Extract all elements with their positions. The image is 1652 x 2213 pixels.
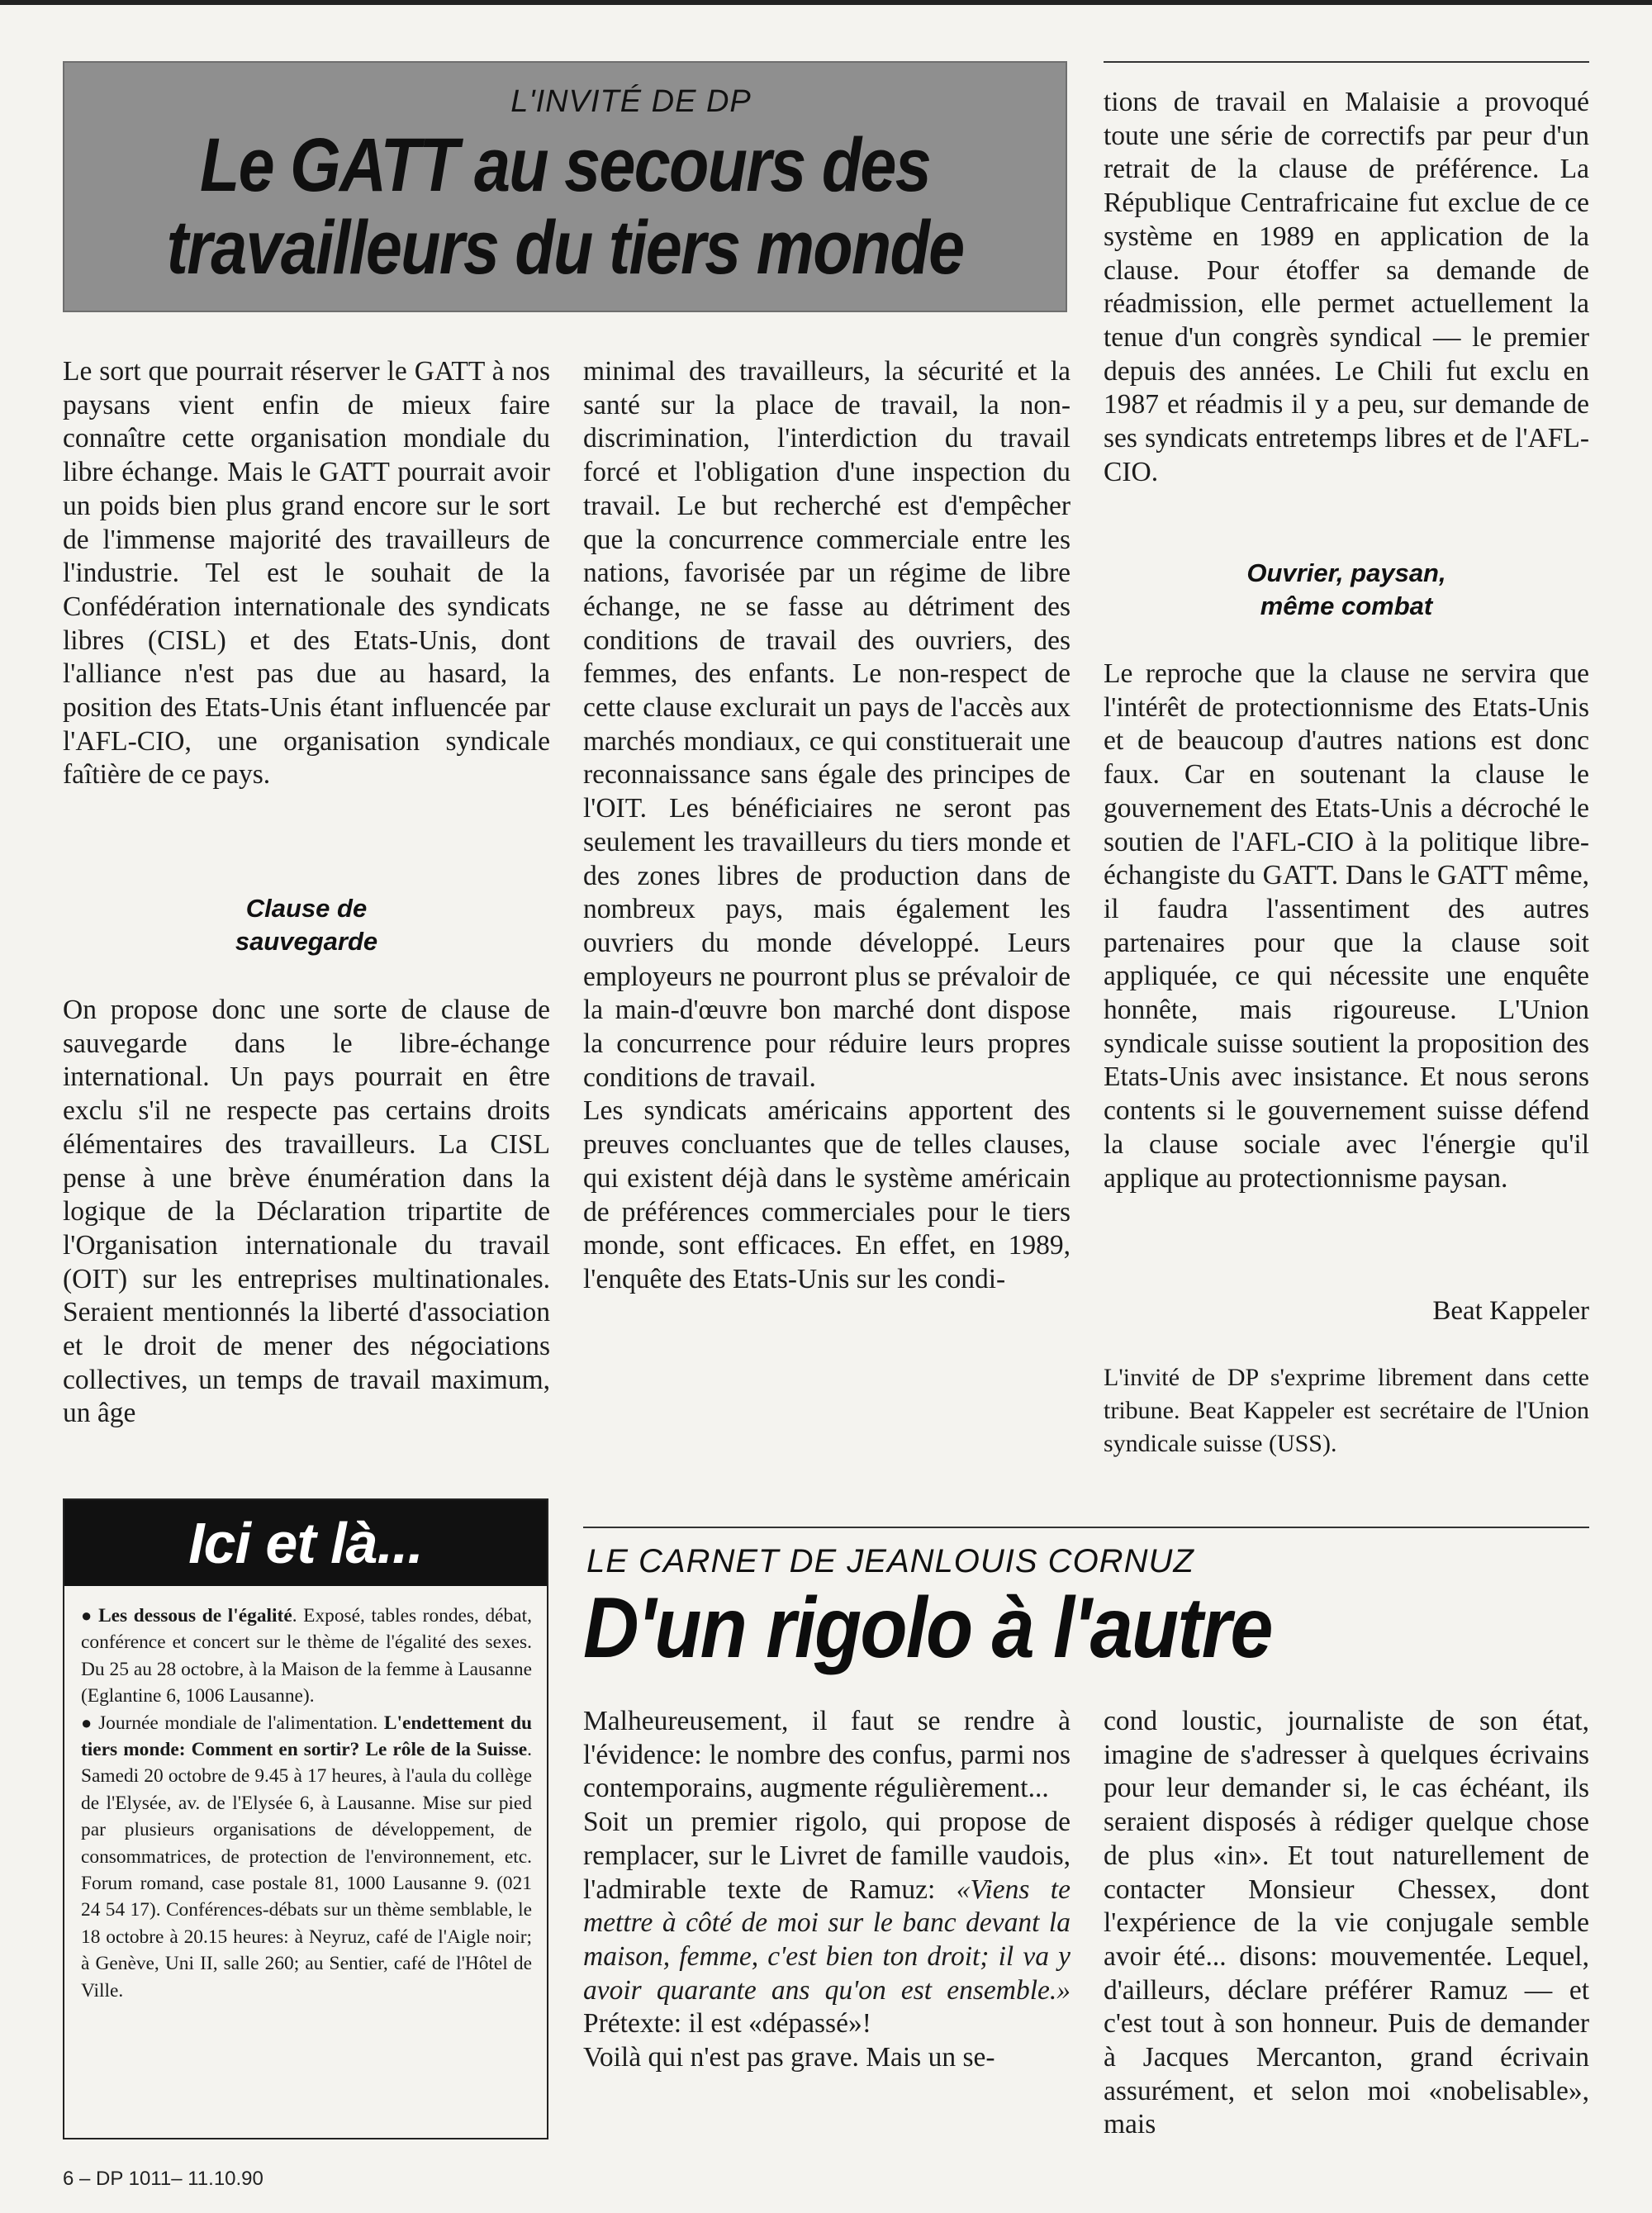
invite-paragraph: On propose donc une sorte de clause de sauvegarde dans le libre-échange international. Un pays pourrait en être exclu s'il ne respecte pas certains droits élémentaires des travailleurs. La CISL pense à une brève énumération dans la logique de la Déclaration tripartite de l'Organisation internationale du travail (OIT) sur les entreprises multinationales. Seraient mentionnés la liberté d'association et le droit de mener des négociations collectives, un temps de travail maximum, un âge bbox=[63, 995, 550, 1429]
bullet-icon: ● bbox=[81, 1605, 94, 1626]
ici-item bbox=[81, 1603, 532, 1710]
ici-item-title: L'endettement du tiers monde: Comment en sortir? Le rôle de la Suisse bbox=[81, 1712, 532, 1761]
invite-paragraph: Le reproche que la clause ne servira que l'intérêt de protectionnisme des Etats-Unis et de beaucoup d'autres nations est donc faux. Car en soutenant la clause le gouvernement des Etats-Unis a décroché le soutien de l'AFL-CIO à la politique libre-échangiste du GATT. Dans le GATT même, il faudra l'assentiment des autres partenaires pour que la clause soit appliquée, ce qui nécessite une enquête honnête, mais rigoureuse. L'Union syndicale suisse soutient la proposition des Etats-Unis avec insistance. Et nous serons contents si le gouvernement suisse défend la clause sociale avec l'énergie qu'il applique au protectionnisme paysan. bbox=[1104, 658, 1589, 1194]
editor-note: L'invité de DP s'exprime librement dans cette tribune. Beat Kappeler est secrétaire de l'Union syndicale suisse (USS). bbox=[1104, 1364, 1589, 1457]
headline-line-1: Le GATT au secours des bbox=[199, 123, 931, 207]
ici-et-la-body bbox=[81, 1603, 532, 2004]
invite-header-box bbox=[63, 61, 1067, 312]
top-rule bbox=[0, 0, 1652, 5]
ici-item bbox=[81, 1710, 532, 2004]
carnet-top-rule bbox=[583, 1527, 1589, 1528]
invite-column-1b bbox=[63, 994, 550, 1431]
invite-headline bbox=[135, 124, 995, 289]
author-signature: Beat Kappeler bbox=[1432, 1296, 1589, 1326]
carnet-kicker: LE CARNET DE JEANLOUIS CORNUZ bbox=[586, 1543, 1194, 1579]
column3-top-rule bbox=[1104, 61, 1589, 63]
carnet-paragraph: Malheureusement, il faut se rendre à l'évidence: le nombre des confus, parmi nos contemporains, augmente régulièrement... bbox=[583, 1706, 1070, 1804]
invite-paragraph: Le sort que pourrait réserver le GATT à nos paysans vient enfin de mieux faire connaître cette organisation mondiale du libre échange. Mais le GATT pourrait avoir un poids bien plus grand encore sur le sort de l'immense majorité des travailleurs de l'industrie. Tel est le souhait de la Confédération internationale des syndicats libres (CISL) et des Etats-Unis, dont l'alliance n'est pas due au hasard, la position des Etats-Unis étant influencée par l'AFL-CIO, une organisation syndicale faîtière de ce pays. bbox=[63, 356, 550, 791]
carnet-paragraph bbox=[583, 1806, 1070, 2041]
ici-item-title: Les dessous de l'égalité bbox=[98, 1605, 292, 1627]
carnet-paragraph: cond loustic, journaliste de son état, imagine de s'adresser à quelques écrivains pour leur demander si, le cas échéant, ils seraient disposés à rédiger quelque chose de plus «in». Et tout naturellement de contacter Monsieur Chessex, dont l'expérience de la vie conjugale semble avoir été... disons: mouvementée. Lequel, d'ailleurs, déclare préférer Ramuz — et c'est tout à son honneur. Puis de demander à Jacques Mercanton, grand écrivain assurément, et selon moi «nobelisable», mais bbox=[1104, 1706, 1589, 2140]
invite-paragraph: Les syndicats américains apportent des preuves concluantes que de telles clauses, qui existent déjà dans le système américain de préférences commerciales pour le tiers monde, sont efficaces. En effet, en 1989, l'enquête des Etats-Unis sur les condi- bbox=[583, 1095, 1070, 1294]
invite-column-3 bbox=[1104, 86, 1589, 489]
ici-item-text: . Exposé, tables rondes, débat, conférence et concert sur le thème de l'égalité des sexes. Du 25 au 28 octobre, à la Maison de la femme à Lausanne (Eglantine 6, 1006 Lausanne). bbox=[81, 1605, 532, 1707]
ramuz-quote: «Viens te mettre à côté de moi sur le banc devant la maison, femme, c'est bien ton droit; il va y avoir quarante ans qu'on est ensemble.» bbox=[583, 1873, 1070, 2006]
ici-et-la-box bbox=[63, 1498, 548, 2139]
ici-item-text: . Samedi 20 octobre de 9.45 à 17 heures, à l'aula du collège de l'Elysée, av. de l'Elysée 6, à Lausanne. Mise sur pied par plusieurs organisations de développement, de consommatrices, de protection de l'environnement, etc. Forum romand, case postale 81, 1000 Lausanne 9. (021 24 54 17). Conférences-débats sur un thème semblable, le 18 octobre à 20.15 heures: à Neyruz, café de l'Aigle noir; à Genève, Uni II, salle 260; au Sentier, café de l'Hôtel de Ville. bbox=[81, 1739, 532, 2002]
invite-column-2 bbox=[583, 355, 1070, 1297]
page-footer: 6 – DP 1011– 11.10.90 bbox=[63, 2168, 263, 2190]
bullet-icon: ● bbox=[81, 1712, 94, 1733]
headline-line-2: travailleurs du tiers monde bbox=[166, 206, 964, 290]
ici-et-la-title: Ici et là... bbox=[64, 1500, 547, 1586]
invite-column-1 bbox=[63, 355, 550, 792]
invite-column-3b bbox=[1104, 658, 1589, 1195]
carnet-text: Soit un premier rigolo, qui propose de remplacer, sur le Livret de famille vaudois, l'admirable texte de Ramuz: bbox=[583, 1807, 1070, 1905]
subhead-ouvrier: Ouvrier, paysan, même combat bbox=[1246, 558, 1446, 620]
invite-kicker: L'INVITÉ DE DP bbox=[510, 84, 752, 119]
carnet-title: D'un rigolo à l'autre bbox=[583, 1580, 1272, 1676]
invite-paragraph: minimal des travailleurs, la sécurité et la santé sur la place de travail, la non-discrimination, l'interdiction du travail forcé et l'obligation d'une inspection du travail. Le but recherché est d'empêcher que la concurrence commerciale entre les nations, favorisée par un régime de libre échange, ne se fasse au détriment des conditions de travail des ouvriers, des femmes, des enfants. Le non-respect de cette clause exclurait un pays de l'accès aux marchés mondiaux, ce qui constituerait une reconnaissance sans égale des principes de l'OIT. Les bénéficiaires ne seront pas seulement les travailleurs du tiers monde et des zones libres de production dans de nombreux pays, mais également les ouvriers du monde développé. Leurs employeurs ne pourront plus se prévaloir de la main-d'œuvre bon marché dont dispose la concurrence pour réduire leurs propres conditions de travail. bbox=[583, 356, 1070, 1093]
carnet-text: Prétexte: il est «dépassé»! bbox=[583, 2008, 871, 2040]
carnet-column-2 bbox=[1104, 1705, 1589, 2142]
subhead-clause: Clause de sauvegarde bbox=[235, 894, 378, 956]
carnet-column-1 bbox=[583, 1705, 1070, 2075]
carnet-paragraph: Voilà qui n'est pas grave. Mais un se- bbox=[583, 2042, 995, 2073]
ici-item-text: Journée mondiale de l'alimentation. bbox=[98, 1712, 384, 1734]
invite-paragraph: tions de travail en Malaisie a provoqué toute une série de correctifs par peur d'un retrait de la clause de préférence. La République Centrafricaine fut exclue de ce système en 1989 en application de la clause. Pour étoffer sa demande de réadmission, elle permet actuellement la tenue d'un congrès syndical — le premier depuis des années. Le Chili fut exclu en 1987 et réadmis il y a peu, sur demande de ses syndicats entretemps libres et de l'AFL-CIO. bbox=[1104, 87, 1589, 487]
